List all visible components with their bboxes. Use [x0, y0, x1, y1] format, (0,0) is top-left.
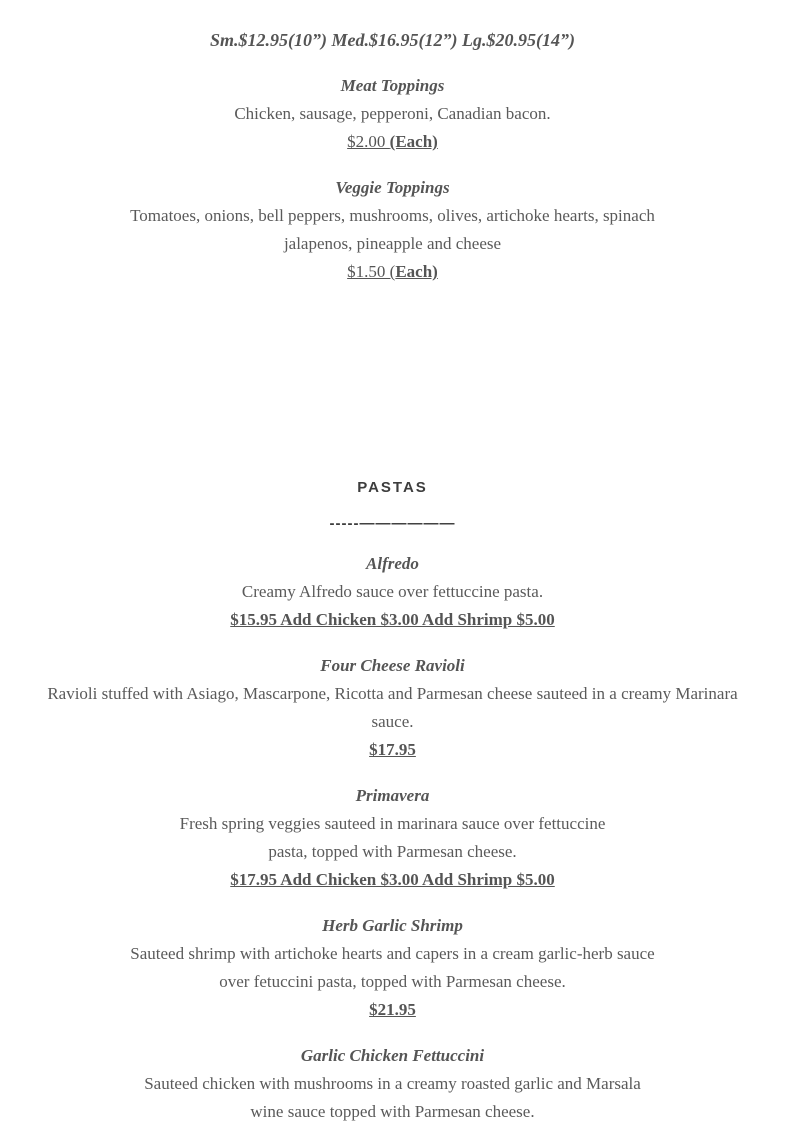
herb-garlic-shrimp-price: $21.95: [369, 1000, 416, 1019]
garlic-chicken-fettuccini-description-line2: wine sauce topped with Parmesan cheese.: [250, 1102, 535, 1121]
section-divider: -----——————: [329, 515, 456, 532]
four-cheese-ravioli-description-line1: Ravioli stuffed with Asiago, Mascarpone, Ricotta and Parmesan cheese sauteed in a creamy Marinara: [47, 684, 738, 703]
pastas-section-title: PASTAS: [357, 479, 428, 496]
pizza-sizes: Sm.$12.95(10”) Med.$16.95(12”) Lg.$20.95(14”): [210, 30, 575, 50]
primavera-title: Primavera: [355, 786, 430, 805]
veggie-toppings-description-line2: jalapenos, pineapple and cheese: [283, 234, 502, 253]
meat-toppings-price-unit: (Each): [389, 132, 438, 151]
veggie-toppings-description-line1: Tomatoes, onions, bell peppers, mushrooms, olives, artichoke hearts, spinach: [130, 206, 655, 225]
veggie-toppings-price-value: $1.50 (: [347, 262, 396, 281]
herb-garlic-shrimp-description-line1: Sauteed shrimp with artichoke hearts and capers in a cream garlic-herb sauce: [130, 944, 655, 963]
primavera-description-line1: Fresh spring veggies sauteed in marinara sauce over fettuccine: [179, 814, 606, 833]
alfredo-title: Alfredo: [366, 554, 419, 573]
herb-garlic-shrimp-description-line2: over fetuccini pasta, topped with Parmesan cheese.: [219, 972, 566, 991]
meat-toppings-price-value: $2.00: [347, 132, 390, 151]
veggie-toppings-title: Veggie Toppings: [335, 178, 450, 197]
meat-toppings-description: Chicken, sausage, pepperoni, Canadian bacon.: [234, 104, 551, 123]
four-cheese-ravioli-title: Four Cheese Ravioli: [320, 656, 465, 675]
alfredo-description: Creamy Alfredo sauce over fettuccine pasta.: [241, 582, 544, 601]
veggie-toppings-price: [0, 258, 785, 286]
veggie-toppings-price-unit: Each): [395, 262, 438, 281]
garlic-chicken-fettuccini-title: Garlic Chicken Fettuccini: [300, 1046, 485, 1065]
cut-off-heading: [0, 0, 785, 2]
herb-garlic-shrimp-title: Herb Garlic Shrimp: [322, 916, 463, 935]
primavera-price: $17.95 Add Chicken $3.00 Add Shrimp $5.00: [230, 870, 555, 889]
meat-toppings-price: [0, 128, 785, 156]
four-cheese-ravioli-price: $17.95: [369, 740, 416, 759]
four-cheese-ravioli-description-line2: sauce.: [371, 712, 414, 731]
primavera-description-line2: pasta, topped with Parmesan cheese.: [268, 842, 517, 861]
alfredo-price: $15.95 Add Chicken $3.00 Add Shrimp $5.00: [230, 610, 555, 629]
meat-toppings-title: Meat Toppings: [340, 76, 445, 95]
garlic-chicken-fettuccini-description-line1: Sauteed chicken with mushrooms in a creamy roasted garlic and Marsala: [144, 1074, 641, 1093]
